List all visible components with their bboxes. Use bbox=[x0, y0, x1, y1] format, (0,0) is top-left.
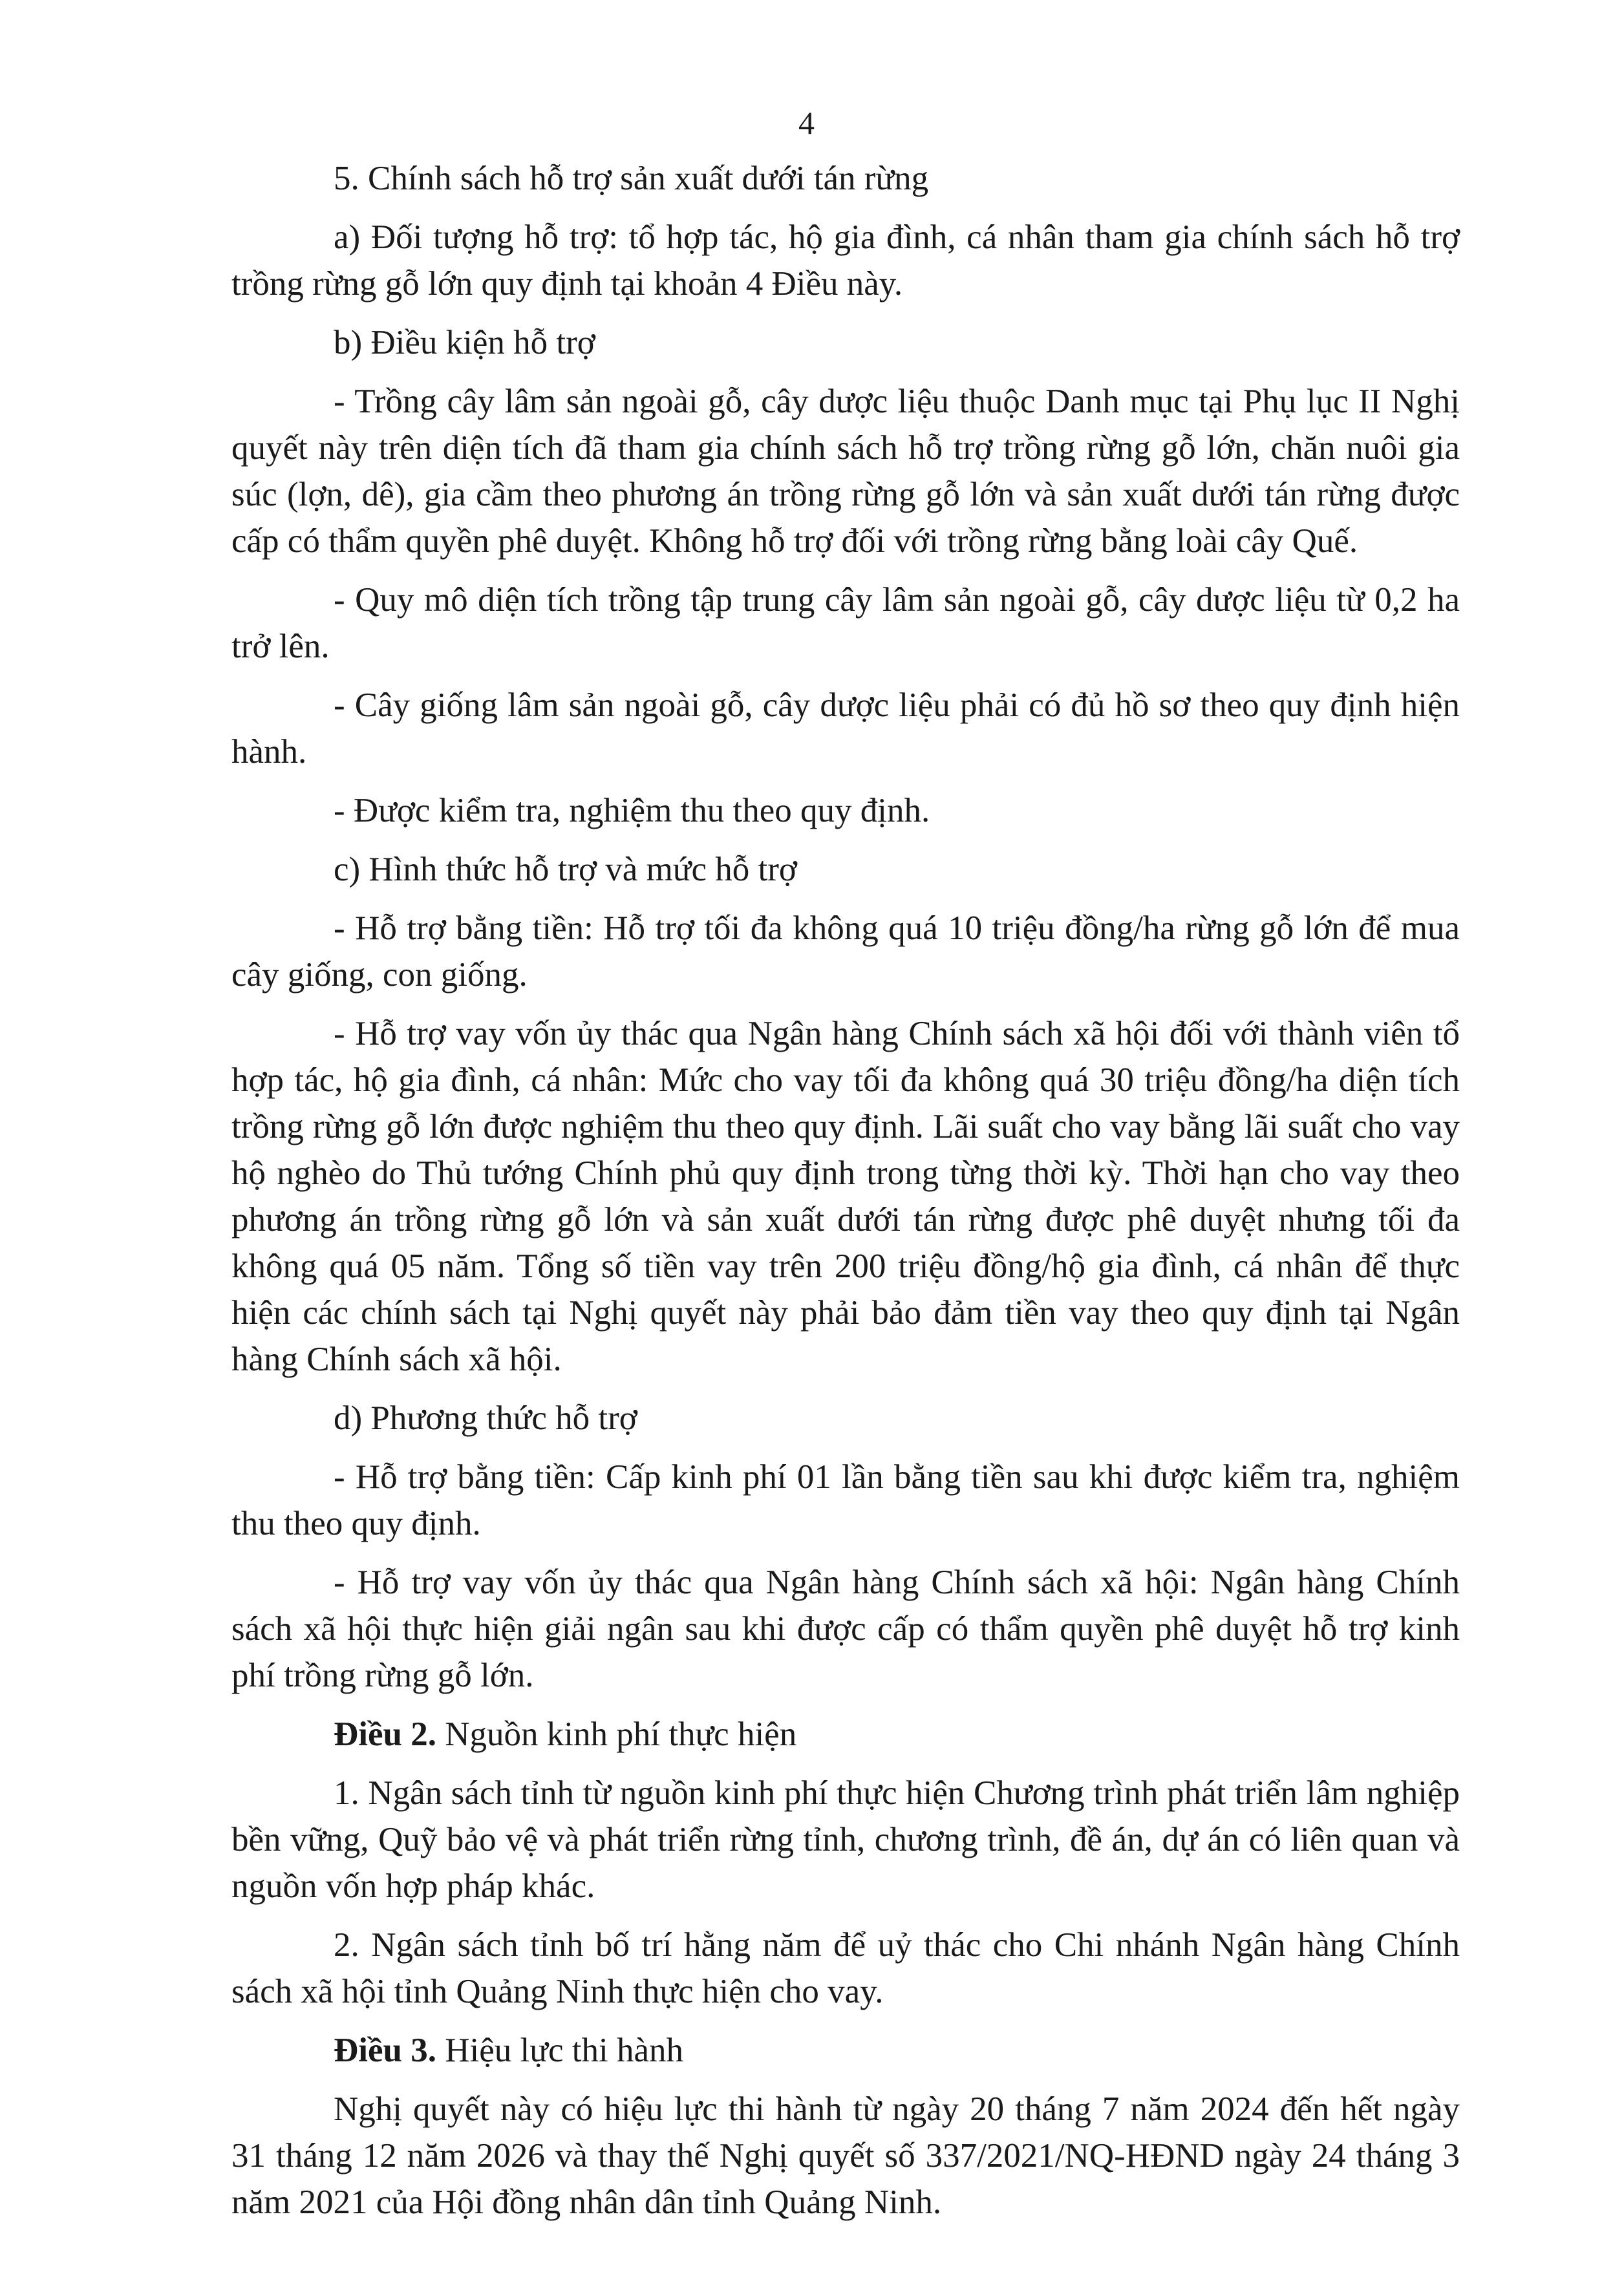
paragraph: - Cây giống lâm sản ngoài gỗ, cây dược liệu phải có đủ hồ sơ theo quy định hiện hành. bbox=[231, 686, 1460, 771]
paragraph: - Hỗ trợ bằng tiền: Hỗ trợ tối đa không quá 10 triệu đồng/ha rừng gỗ lớn để mua cây giống, con giống. bbox=[231, 909, 1460, 994]
subsection-heading: d) Phương thức hỗ trợ bbox=[334, 1399, 637, 1437]
article-2-heading bbox=[231, 1711, 1460, 1758]
paragraph: - Trồng cây lâm sản ngoài gỗ, cây dược liệu thuộc Danh mục tại Phụ lục II Nghị quyết này trên diện tích đã tham gia chính sách hỗ trợ trồng rừng gỗ lớn, chăn nuôi gia súc (lợn, dê), gia cầm theo phương án trồng rừng gỗ lớn và sản xuất dưới tán rừng được cấp có thẩm quyền phê duyệt. Không hỗ trợ đối với trồng rừng bằng loài cây Quế. bbox=[231, 383, 1460, 560]
article-2-title: Nguồn kinh phí thực hiện bbox=[436, 1716, 797, 1753]
paragraph: - Quy mô diện tích trồng tập trung cây lâm sản ngoài gỗ, cây dược liệu từ 0,2 ha trở lên. bbox=[231, 581, 1460, 665]
paragraph: 2. Ngân sách tỉnh bố trí hằng năm để uỷ thác cho Chi nhánh Ngân hàng Chính sách xã hội tỉnh Quảng Ninh thực hiện cho vay. bbox=[231, 1926, 1460, 2010]
article-3-heading bbox=[231, 2027, 1460, 2074]
paragraph: - Hỗ trợ vay vốn ủy thác qua Ngân hàng Chính sách xã hội đối với thành viên tổ hợp tác, hộ gia đình, cá nhân: Mức cho vay tối đa không quá 30 triệu đồng/ha diện tích trồng rừng gỗ lớn được nghiệm thu theo quy định. Lãi suất cho vay bằng lãi suất cho vay hộ nghèo do Thủ tướng Chính phủ quy định trong từng thời kỳ. Thời hạn cho vay theo phương án trồng rừng gỗ lớn và sản xuất dưới tán rừng được phê duyệt nhưng tối đa không quá 05 năm. Tổng số tiền vay trên 200 triệu đồng/hộ gia đình, cá nhân để thực hiện các chính sách tại Nghị quyết này phải bảo đảm tiền vay theo quy định tại Ngân hàng Chính sách xã hội. bbox=[231, 1015, 1460, 1378]
paragraph: 1. Ngân sách tỉnh từ nguồn kinh phí thực hiện Chương trình phát triển lâm nghiệp bền vững, Quỹ bảo vệ và phát triển rừng tỉnh, chương trình, đề án, dự án có liên quan và nguồn vốn hợp pháp khác. bbox=[231, 1774, 1460, 1905]
document-body bbox=[231, 155, 1460, 2238]
article-3-label: Điều 3. bbox=[334, 2032, 436, 2069]
subsection-heading: b) Điều kiện hỗ trợ bbox=[334, 324, 595, 361]
paragraph: Nghị quyết này có hiệu lực thi hành từ ngày 20 tháng 7 năm 2024 đến hết ngày 31 tháng 12 năm 2026 và thay thế Nghị quyết số 337/2021/NQ-HĐND ngày 24 tháng 3 năm 2021 của Hội đồng nhân dân tỉnh Quảng Ninh. bbox=[231, 2090, 1460, 2221]
paragraph: a) Đối tượng hỗ trợ: tổ hợp tác, hộ gia đình, cá nhân tham gia chính sách hỗ trợ trồng rừng gỗ lớn quy định tại khoản 4 Điều này. bbox=[231, 218, 1460, 303]
subsection-heading: c) Hình thức hỗ trợ và mức hỗ trợ bbox=[334, 851, 797, 888]
paragraph: - Hỗ trợ bằng tiền: Cấp kinh phí 01 lần bằng tiền sau khi được kiểm tra, nghiệm thu theo quy định. bbox=[231, 1458, 1460, 1542]
article-3-title: Hiệu lực thi hành bbox=[436, 2032, 683, 2069]
article-2-label: Điều 2. bbox=[334, 1716, 436, 1753]
page-number: 4 bbox=[798, 105, 815, 141]
section-heading: 5. Chính sách hỗ trợ sản xuất dưới tán rừng bbox=[334, 160, 929, 197]
paragraph: - Được kiểm tra, nghiệm thu theo quy định. bbox=[334, 792, 930, 829]
paragraph: - Hỗ trợ vay vốn ủy thác qua Ngân hàng Chính sách xã hội: Ngân hàng Chính sách xã hội thực hiện giải ngân sau khi được cấp có thẩm quyền phê duyệt hỗ trợ kinh phí trồng rừng gỗ lớn. bbox=[231, 1564, 1460, 1694]
